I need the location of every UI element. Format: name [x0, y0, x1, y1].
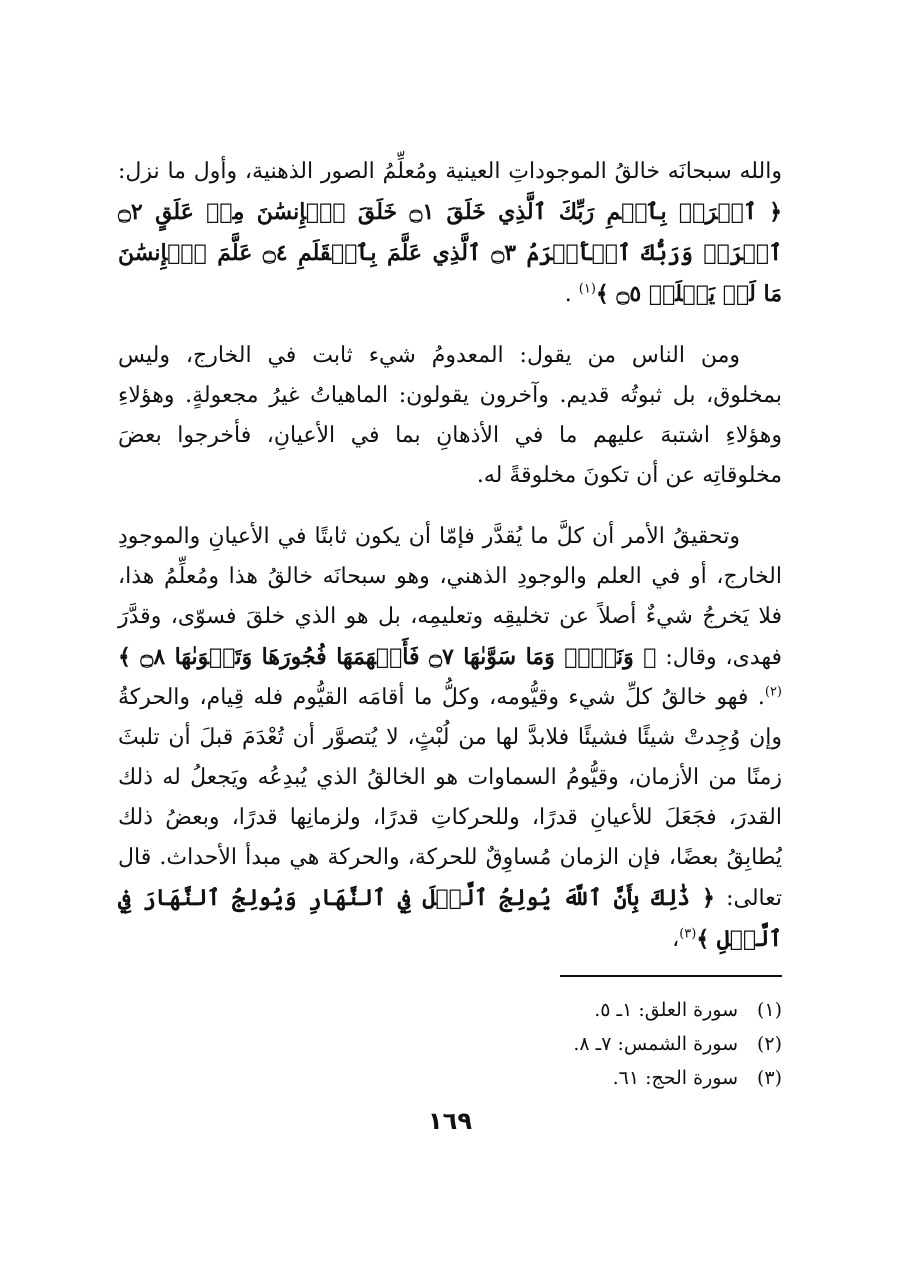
footnote-ref-3[interactable]: (٣): [679, 926, 697, 942]
footnote-number: (٢): [756, 1033, 782, 1055]
paragraph-1-outro: .: [564, 282, 579, 307]
paragraph-3-part-1: وتحقيقُ الأمر أن كلَّ ما يُقدَّر فإمّا أن يكون ثابتًا في الأعيانِ والموجودِ الخارج، أو في العلم والوجودِ الذهني، وهو سبحانَه خالقُ هذا ومُعلِّمُ هذا، فلا يَخرجُ شيءٌ أصلاً عن تخليقِه وتعليمِه، بل هو الذي خلقَ فسوّى، وقدَّرَ فهدى، وقال:: [118, 524, 782, 670]
quran-verse-alaq: ﴿ ٱقۡرَأۡ بِٱسۡمِ رَبِّكَ ٱلَّذِي خَلَقَ ۝١ خَلَقَ ٱلۡإِنسَٰنَ مِنۡ عَلَقٍ ۝٢ ٱقۡرَأۡ وَرَبُّكَ ٱلۡأَكۡرَمُ ۝٣ ٱلَّذِي عَلَّمَ بِٱلۡقَلَمِ ۝٤ عَلَّمَ ٱلۡإِنسَٰنَ مَا لَمۡ يَعۡلَمۡ ۝٥ ﴾: [118, 199, 783, 307]
paragraph-1: [118, 152, 782, 315]
paragraph-2: ومن الناس من يقول: المعدومُ شيء ثابت في الخارج، وليس بمخلوق، بل ثبوتُه قديم. وآخرون يقولون: الماهياتُ غيرُ مجعولةٍ. وهؤلاءِ وهؤلاءِ اشتبهَ عليهم ما في الأذهانِ بما في الأعيانِ، فأخرجوا بعضَ مخلوقاتِه عن أن تكونَ مخلوقةً له.: [118, 343, 782, 488]
footnote-divider: [560, 975, 782, 977]
footnote-2: [420, 1027, 782, 1061]
footnote-text: سورة الحج: ٦١.: [612, 1067, 738, 1089]
paragraph-3-part-3: ،: [672, 927, 680, 952]
footnote-number: (٣): [756, 1067, 782, 1089]
footnote-ref-1[interactable]: (١): [578, 281, 596, 297]
main-text: [118, 152, 782, 981]
paragraph-3: [118, 517, 782, 960]
footnote-3: [420, 1061, 782, 1095]
footnote-text: سورة الشمس: ٧ـ ٨.: [573, 1033, 738, 1055]
footnote-number: (١): [756, 999, 782, 1021]
page-number: ١٦٩: [428, 1107, 472, 1135]
quran-verse-hajj: ﴿ ذَٰلِكَ بِأَنَّ ٱللَّهَ يُولِجُ ٱلَّيۡلَ فِي ٱلنَّهَارِ وَيُولِجُ ٱلنَّهَارَ فِي ٱلَّيۡلِ ﴾: [118, 885, 782, 952]
footnotes: [420, 993, 782, 1095]
footnote-ref-2[interactable]: (٢): [764, 684, 782, 700]
footnote-1: [420, 993, 782, 1027]
paragraph-3-part-2: . فهو خالقُ كلِّ شيء وقيُّومه، وكلُّ ما أقامَه القيُّوم فله قِيام، والحركةُ وإن وُجِدتْ شيئًا فشيئًا فلابدَّ لها من لُبْثٍ، لا يُتصوَّر أن تُعْدَمَ قبلَ أن تلبثَ زمنًا من الأزمان، وقيُّومُ السماوات هو الخالقُ الذي يُبدِعُه ويَجعلُ له ذلك القدرَ، فجَعَلَ للأعيانِ قدرًا، وللحركاتِ قدرًا، ولزمانِها قدرًا، وبعضُ ذلك يُطابِقُ بعضًا، فإن الزمان مُساوِقٌ للحركة، والحركة هي مبدأ الأحداث. قال تعالى:: [118, 685, 782, 911]
paragraph-1-intro: والله سبحانَه خالقُ الموجوداتِ العينية ومُعلِّمُ الصور الذهنية، وأول ما نزل:: [118, 159, 782, 184]
quran-verse-shams: ﴿ وَنَفۡسٖ وَمَا سَوَّىٰهَا ۝٧ فَأَلۡهَمَهَا فُجُورَهَا وَتَقۡوَىٰهَا ۝٨ ﴾: [118, 644, 657, 670]
footnote-text: سورة العلق: ١ـ ٥.: [594, 999, 738, 1021]
